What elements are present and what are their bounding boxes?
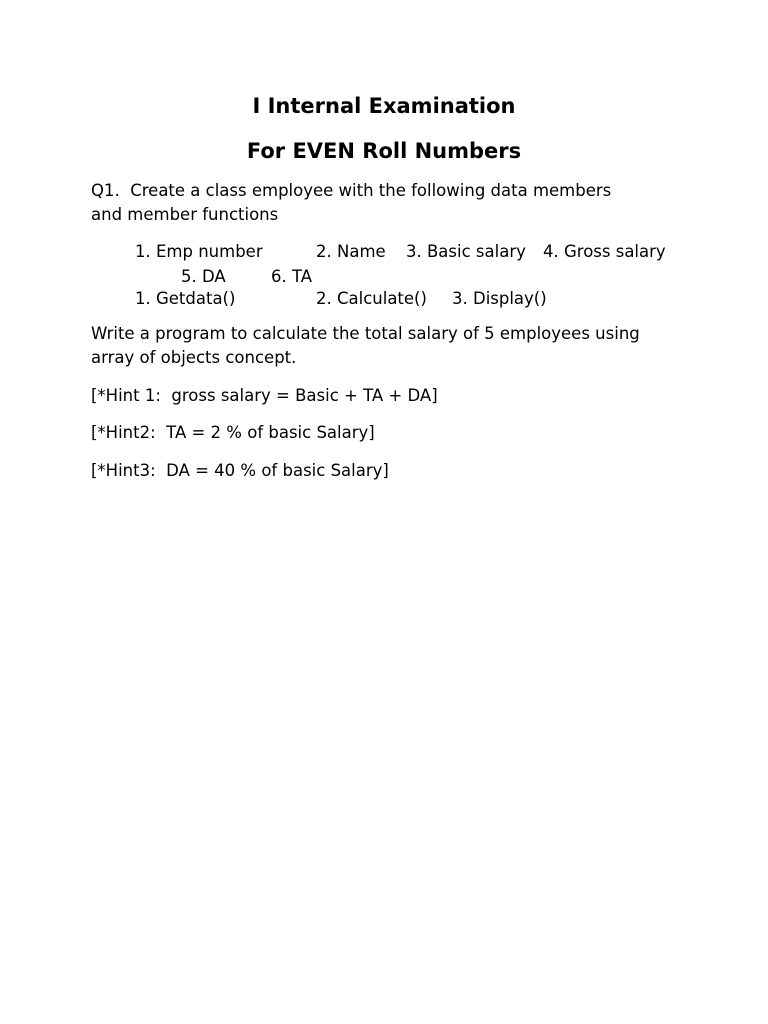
hint-da: [*Hint3: DA = 40 % of basic Salary]: [91, 461, 389, 480]
exam-title: I Internal Examination: [252, 94, 516, 118]
instruction-line-2: array of objects concept.: [91, 348, 297, 367]
question-text-line-1: Q1. Create a class employee with the following data members: [91, 181, 612, 200]
member-function-calculate: 2. Calculate(): [316, 289, 427, 308]
data-member-gross-salary: 4. Gross salary: [543, 242, 666, 261]
data-member-emp-number: 1. Emp number: [135, 242, 263, 261]
instruction-line-1: Write a program to calculate the total salary of 5 employees using: [91, 324, 640, 343]
member-function-display: 3. Display(): [452, 289, 547, 308]
member-function-getdata: 1. Getdata(): [135, 289, 236, 308]
data-member-name: 2. Name: [316, 242, 386, 261]
hint-ta: [*Hint2: TA = 2 % of basic Salary]: [91, 423, 375, 442]
data-member-da: 5. DA: [181, 267, 226, 286]
exam-subtitle: For EVEN Roll Numbers: [246, 139, 522, 163]
data-member-ta: 6. TA: [271, 267, 313, 286]
hint-gross-salary: [*Hint 1: gross salary = Basic + TA + DA]: [91, 386, 438, 405]
question-text-line-2: and member functions: [91, 205, 279, 224]
data-member-basic-salary: 3. Basic salary: [406, 242, 526, 261]
